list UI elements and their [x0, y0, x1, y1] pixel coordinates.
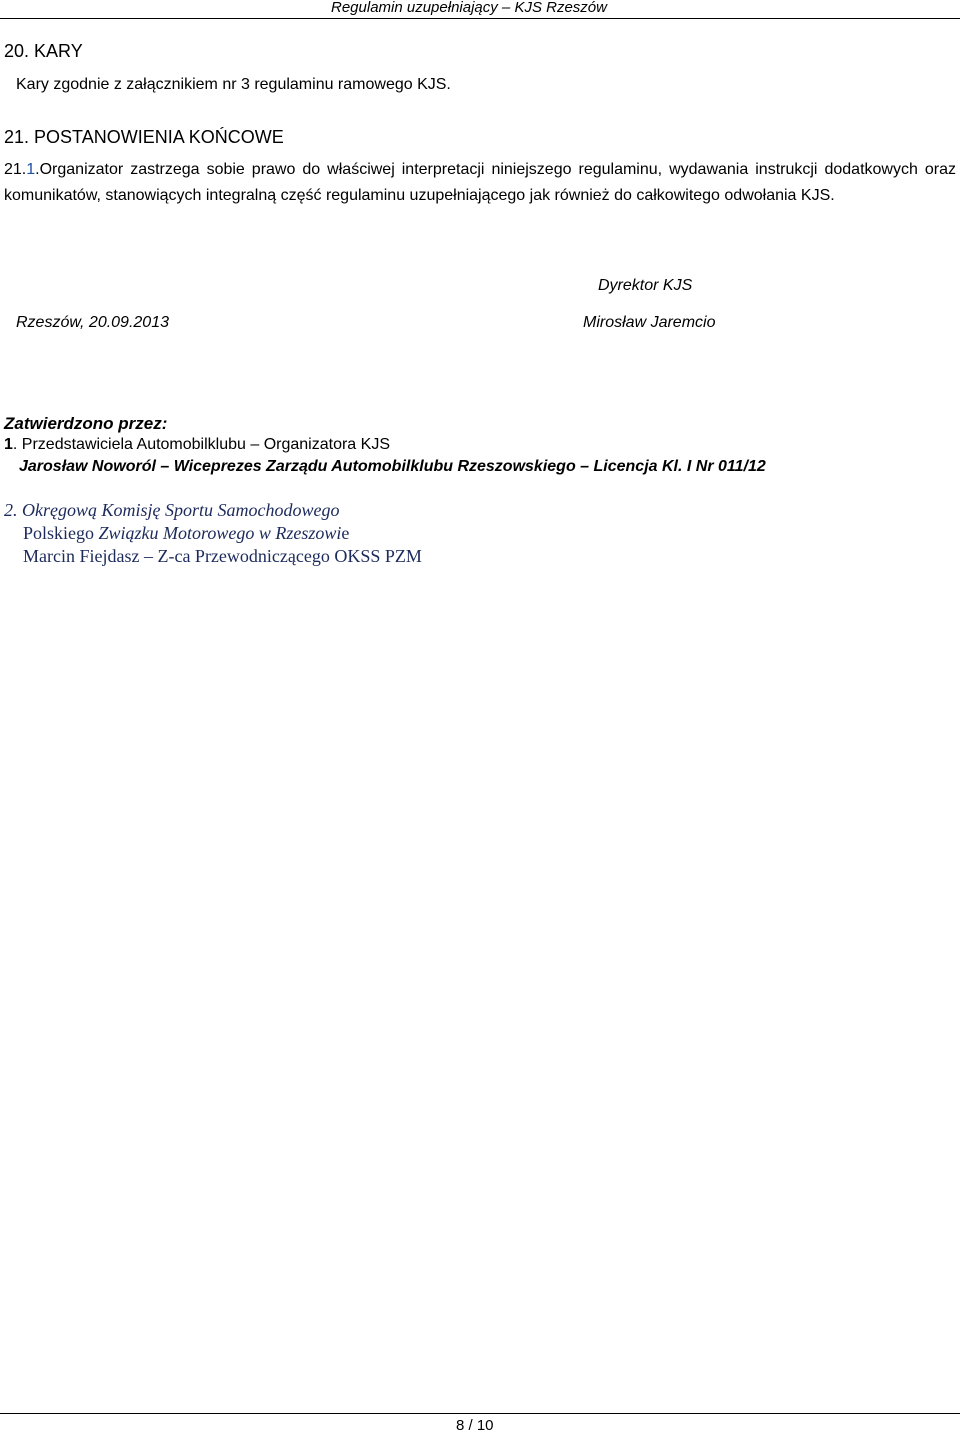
section-20-heading: 20. KARY	[4, 41, 83, 61]
item-text: Organizator zastrzega sobie prawo do właściwej interpretacji niniejszego regulaminu, wydawania instrukcji dodatkowych oraz komunikatów, stanowiących integralną część regulaminu uzupełniającego jak również do całkowitego odwołania KJS.	[4, 161, 956, 204]
signature-name: Mirosław Jaremcio	[583, 314, 716, 331]
approval-item-1-number: 1	[4, 436, 13, 453]
header-title: Regulamin uzupełniający – KJS Rzeszów	[331, 0, 607, 16]
footer-rule	[0, 1413, 960, 1414]
section-21-heading: 21. POSTANOWIENIA KOŃCOWE	[4, 127, 284, 147]
place-date: Rzeszów, 20.09.2013	[16, 314, 169, 331]
line-2-part-c: e	[341, 523, 350, 543]
approval-item-1-text: . Przedstawiciela Automobilklubu – Organizatora KJS	[12, 436, 390, 453]
page-number: 8 / 10	[456, 1417, 494, 1434]
approval-item-1-person: Jarosław Noworól – Wiceprezes Zarządu Automobilklubu Rzeszowskiego – Licencja Kl. I Nr 011/12	[19, 458, 766, 475]
line-2-part-b: Związku Motorowego w Rzeszowi	[98, 523, 342, 543]
line-2-part-a: Polskiego	[23, 523, 99, 543]
approval-heading: Zatwierdzono przez:	[4, 414, 168, 433]
signature-role: Dyrektor KJS	[598, 277, 693, 294]
item-number-prefix: 21.	[4, 161, 27, 178]
approval-item-2-line-3: Marcin Fiejdasz – Z-ca Przewodniczącego OKSS PZM	[23, 546, 422, 566]
section-20-text: Kary zgodnie z załącznikiem nr 3 regulaminu ramowego KJS.	[16, 76, 451, 93]
page-header	[0, 0, 960, 19]
approval-item-2-line-2	[23, 523, 349, 544]
approval-item-2-line-1: 2. Okręgową Komisję Sportu Samochodowego	[4, 500, 340, 520]
item-number	[4, 161, 40, 178]
item-number-dot: .	[35, 161, 40, 178]
approval-item-1	[4, 436, 390, 454]
section-21-item-1	[4, 157, 956, 209]
item-number-digit: 1	[26, 161, 36, 178]
